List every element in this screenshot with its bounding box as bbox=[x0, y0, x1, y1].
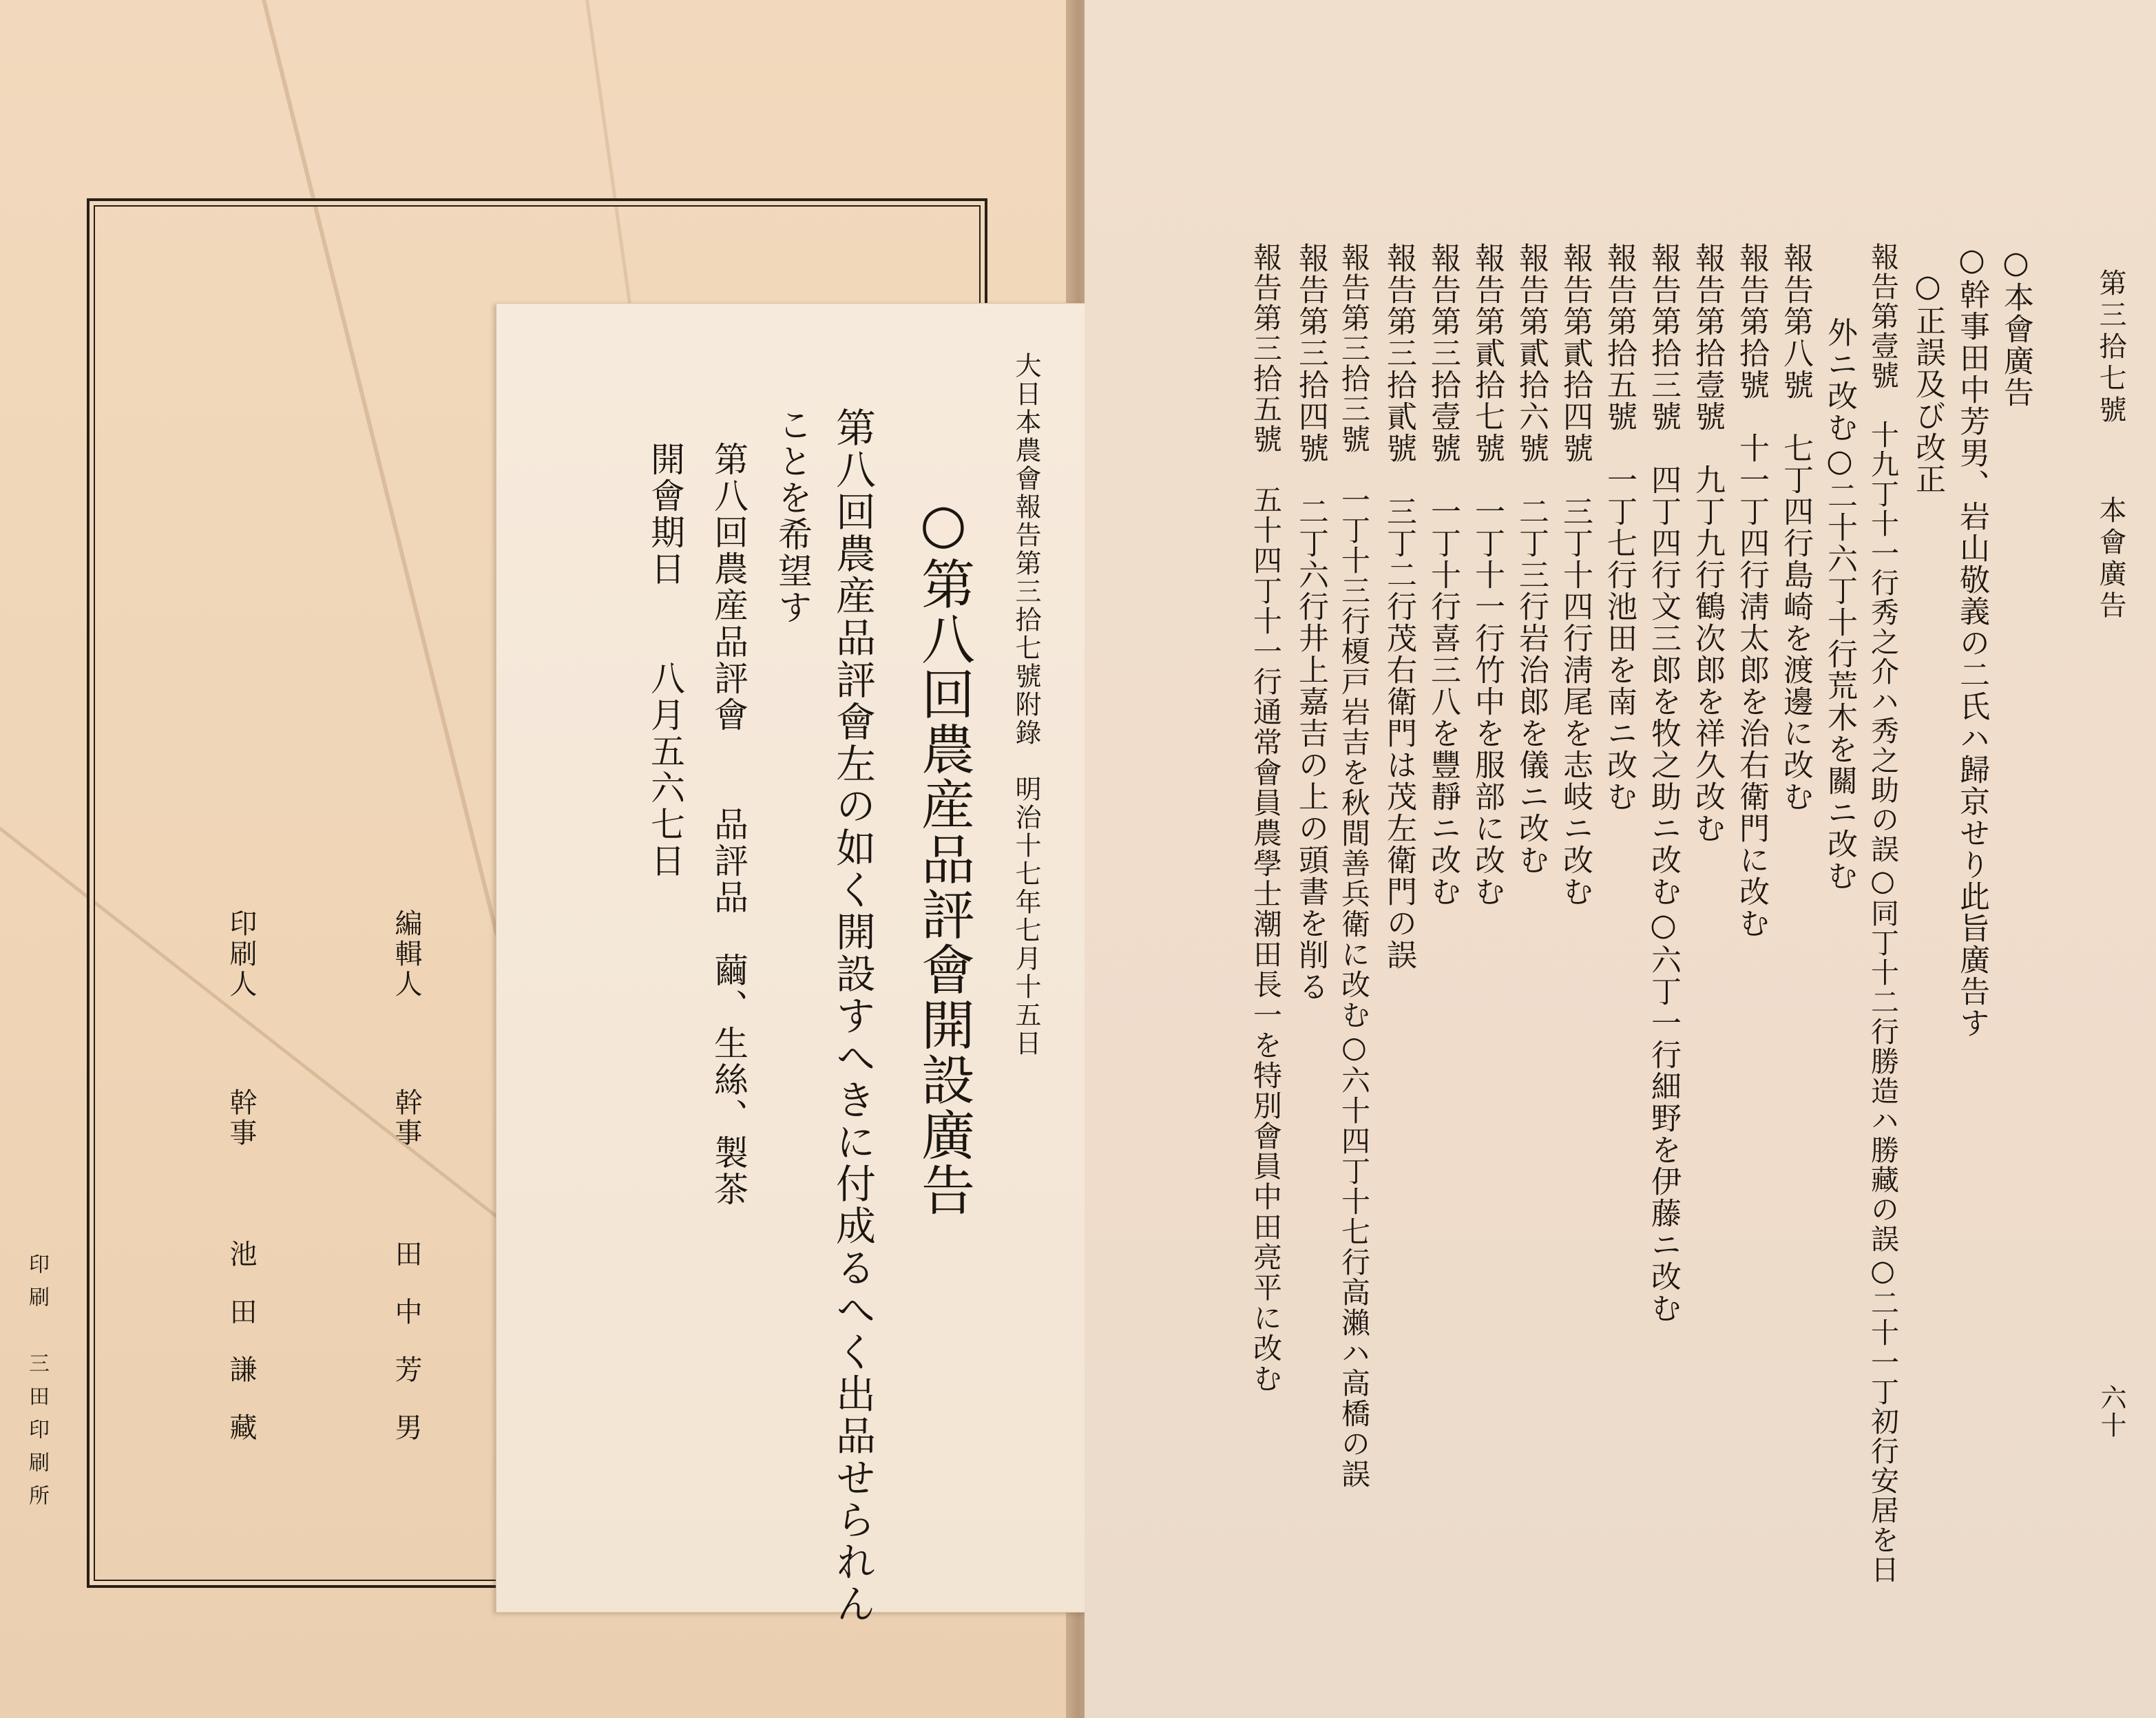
errata-line: 報告第三拾壹號 一丁十行喜三八を豐靜ニ改む bbox=[1425, 242, 1461, 908]
editor-title: 幹事 bbox=[390, 1088, 422, 1149]
errata-heading: ○正誤及び改正 bbox=[1910, 269, 1945, 495]
print-shop: 印刷 三田印刷所 bbox=[25, 1253, 49, 1518]
editor-label: 編輯人 bbox=[390, 909, 422, 1000]
announcement-title: ○第八回農産品評會開設廣告 bbox=[912, 493, 974, 1217]
printer-label: 印刷人 bbox=[225, 909, 257, 1000]
printer-title: 幹事 bbox=[225, 1088, 257, 1149]
announcement-body-line: 第八回農産品評會左の如く開設すへきに付成るへく出品せられん bbox=[829, 407, 876, 1625]
announcement-body-line: 第八回農産品評會 品評品 繭、生絲、製茶 bbox=[709, 441, 749, 1208]
errata-line: 外ニ改む○二十六丁十行荒木を關ニ改む bbox=[1822, 317, 1857, 892]
right-page bbox=[1085, 0, 2156, 1718]
errata-line: 報告第拾號 十一丁四行淸太郎を治右衛門に改む bbox=[1734, 242, 1769, 939]
page-number: 六十 bbox=[2096, 1384, 2126, 1439]
running-header-section: 本會廣告 bbox=[2095, 496, 2126, 622]
notice-line: ○幹事田中芳男、岩山敬義の二氏ハ歸京せり此旨廣告す bbox=[1954, 242, 1989, 1039]
errata-line: 報告第三拾貳號 三丁二行茂右衛門は茂左衛門の誤 bbox=[1381, 242, 1416, 971]
errata-line: 報告第貳拾四號 三丁十四行淸尾を志岐ニ改む bbox=[1558, 242, 1593, 908]
errata-line: 報告第三拾三號 一丁十三行榎戸岩吉を秋間善兵衛に改む○六十四丁十七行高瀨ハ高橋の誤 bbox=[1337, 242, 1371, 1489]
editor-name: 田中芳男 bbox=[390, 1239, 422, 1471]
errata-line: 報告第貳拾七號 一丁十一行竹中を服部に改む bbox=[1469, 242, 1505, 908]
running-header-issue: 第三拾七號 bbox=[2095, 269, 2126, 427]
errata-line: 報告第拾三號 四丁四行文三郎を牧之助ニ改む○六丁一行細野を伊藤ニ改む bbox=[1646, 242, 1681, 1324]
errata-line: 報告第拾五號 一丁七行池田を南ニ改む bbox=[1602, 242, 1637, 813]
announcement-body-line: ことを希望す bbox=[773, 407, 813, 626]
errata-line: 報告第三拾四號 二丁六行井上嘉吉の上の頭書を削る bbox=[1293, 242, 1328, 1003]
errata-line: 報告第拾壹號 九丁九行鶴次郎を祥久改む bbox=[1690, 242, 1725, 844]
errata-line: 報告第八號 七丁四行島崎を渡邊に改む bbox=[1778, 242, 1813, 813]
pasted-announcement-slip bbox=[496, 303, 1089, 1625]
errata-line: 報告第三拾五號 五十四丁十一行通常會員農學士潮田長一を特別會員中田亮平に改む bbox=[1249, 242, 1283, 1394]
supplement-line: 大日本農會報告第三拾七號附錄 明治十七年七月十五日 bbox=[1011, 352, 1041, 1058]
section-heading: ○本會廣告 bbox=[1998, 245, 2033, 408]
announcement-body-line: 開會期日 八月五六七日 bbox=[645, 441, 685, 879]
errata-line: 報告第壹號 十九丁十一行秀之介ハ秀之助の誤○同丁十二行勝造ハ勝藏の誤○二十一丁初行安居を日 bbox=[1866, 242, 1899, 1584]
errata-line: 報告第貳拾六號 二丁三行岩治郎を儀ニ改む bbox=[1514, 242, 1549, 876]
printer-name: 池田謙藏 bbox=[225, 1239, 257, 1471]
